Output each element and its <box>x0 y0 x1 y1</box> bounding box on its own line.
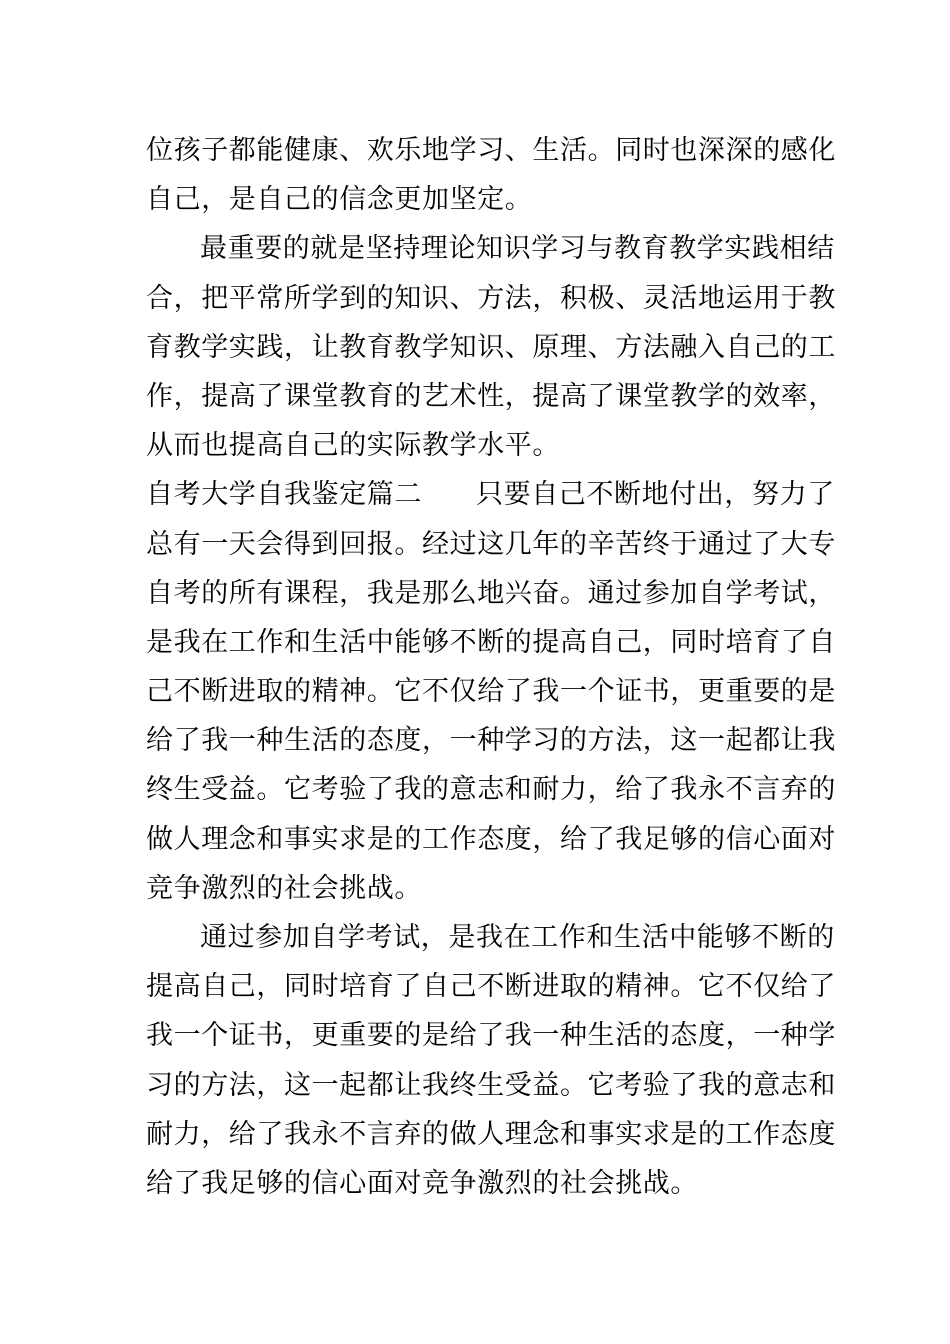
paragraph-line: 做人理念和事实求是的工作态度，给了我足够的信心面对 <box>146 823 836 855</box>
paragraph-line: 耐力，给了我永不言弃的做人理念和事实求是的工作态度 <box>146 1118 836 1150</box>
paragraph-line: 作，提高了课堂教育的艺术性，提高了课堂教学的效率， <box>146 380 836 412</box>
paragraph-line: 提高自己，同时培育了自己不断进取的精神。它不仅给了 <box>146 971 836 1003</box>
section-heading: 自考大学自我鉴定篇二 <box>146 479 422 511</box>
paragraph-line: 己不断进取的精神。它不仅给了我一个证书，更重要的是 <box>146 676 836 708</box>
paragraph-line: 最重要的就是坚持理论知识学习与教育教学实践相结 <box>200 233 835 265</box>
paragraph-line: 总有一天会得到回报。经过这几年的辛苦终于通过了大专 <box>146 528 836 560</box>
paragraph-line: 竞争激烈的社会挑战。 <box>146 872 422 904</box>
paragraph-line: 育教学实践，让教育教学知识、原理、方法融入自己的工 <box>146 331 836 363</box>
section-heading-line <box>146 470 835 519</box>
paragraph-line: 给了我一种生活的态度，一种学习的方法，这一起都让我 <box>146 725 836 757</box>
paragraph-start: 只要自己不断地付出，努力了 <box>476 479 835 511</box>
paragraph-line: 给了我足够的信心面对竞争激烈的社会挑战。 <box>146 1167 698 1199</box>
paragraph-line: 位孩子都能健康、欢乐地学习、生活。同时也深深的感化 <box>146 135 836 166</box>
paragraph-line: 习的方法，这一起都让我终生受益。它考验了我的意志和 <box>146 1069 836 1101</box>
paragraph-line: 自己，是自己的信念更加坚定。 <box>146 184 533 216</box>
document-body <box>146 126 836 1208</box>
paragraph-line: 通过参加自学考试，是我在工作和生活中能够不断的 <box>200 922 835 953</box>
paragraph-line: 自考的所有课程，我是那么地兴奋。通过参加自学考试， <box>146 577 836 609</box>
paragraph-line: 终生受益。它考验了我的意志和耐力，给了我永不言弃的 <box>146 774 836 806</box>
paragraph-line: 合，把平常所学到的知识、方法，积极、灵活地运用于教 <box>146 282 836 314</box>
paragraph-line: 我一个证书，更重要的是给了我一种生活的态度，一种学 <box>146 1020 836 1052</box>
paragraph-line: 从而也提高自己的实际教学水平。 <box>146 430 560 462</box>
paragraph-line: 是我在工作和生活中能够不断的提高自己，同时培育了自 <box>146 626 836 658</box>
